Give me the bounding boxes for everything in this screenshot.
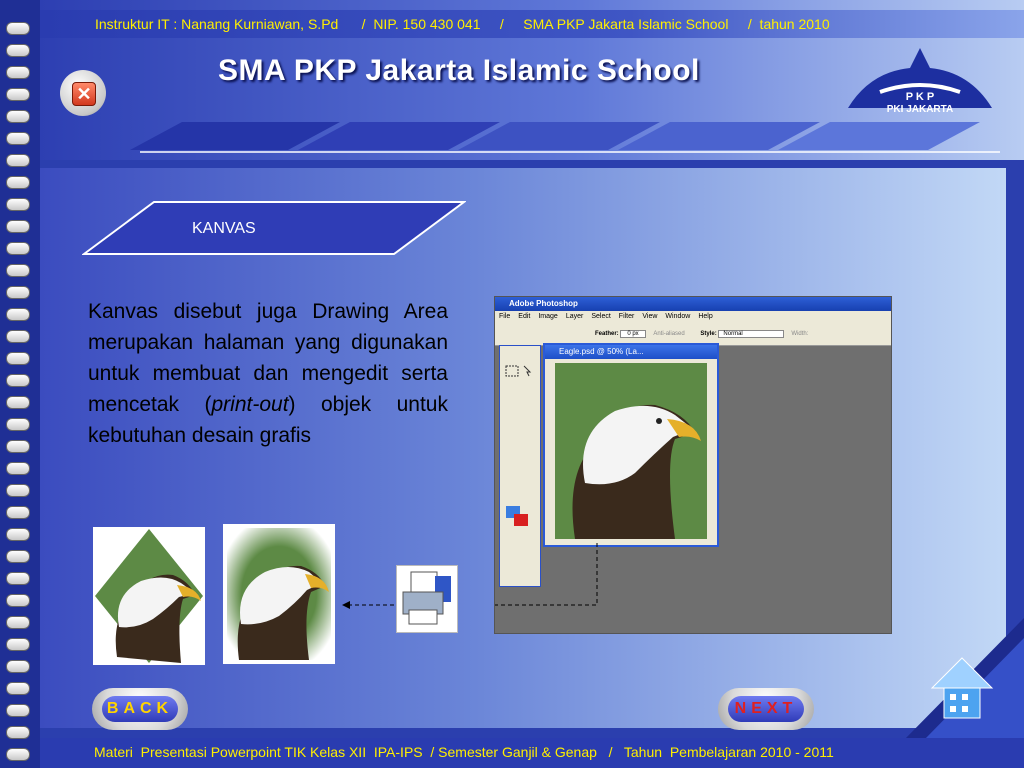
body-text-part2: ) objek untuk kebutuhan desain grafis [88, 393, 448, 447]
binder-ring [6, 308, 30, 321]
menu-filter[interactable]: Filter [618, 313, 635, 320]
style-select[interactable]: Normal [718, 330, 783, 338]
binder-ring [6, 220, 30, 233]
binder-ring [6, 440, 30, 453]
next-button-label: NEXT [728, 696, 804, 722]
instructor-info: Instruktur IT : Nanang Kurniawan, S.Pd / NIP. 150 430 041 / SMA PKP Jakarta Islamic School / tahun 2010 [95, 16, 830, 32]
binder-ring [6, 418, 30, 431]
binder-ring [6, 396, 30, 409]
binder-ring [6, 132, 30, 145]
photoshop-title: Adobe Photoshop [509, 299, 578, 308]
binder-ring [6, 198, 30, 211]
feather-input[interactable]: 0 px [620, 330, 645, 338]
ring-binder [0, 0, 40, 768]
close-icon: ✕ [72, 82, 96, 106]
section-banner [82, 200, 466, 256]
binder-ring [6, 682, 30, 695]
body-text-italic: print-out [211, 393, 289, 416]
binder-ring [6, 462, 30, 475]
printer-icon [396, 565, 458, 633]
page-title: SMA PKP Jakarta Islamic School [218, 54, 700, 87]
binder-ring [6, 704, 30, 717]
body-text [88, 296, 448, 451]
binder-ring [6, 616, 30, 629]
binder-ring [6, 352, 30, 365]
menu-file[interactable]: File [499, 313, 511, 320]
binder-ring [6, 550, 30, 563]
binder-ring [6, 748, 30, 761]
binder-ring [6, 154, 30, 167]
menu-layer[interactable]: Layer [565, 313, 584, 320]
eagle-print-thumbnail [223, 524, 335, 664]
photoshop-screenshot [494, 296, 892, 634]
binder-ring [6, 374, 30, 387]
feather-label: Feather: [595, 331, 619, 337]
back-button[interactable] [92, 688, 188, 730]
binder-ring [6, 44, 30, 57]
binder-ring [6, 286, 30, 299]
menu-select[interactable]: Select [591, 313, 611, 320]
binder-ring [6, 330, 30, 343]
body-text-part1: Kanvas disebut juga Drawing Area merupakan halaman yang digunakan untuk membuat dan mengedit serta mencetak ( [88, 300, 448, 416]
decorative-stripes [40, 118, 1024, 158]
menu-edit[interactable]: Edit [518, 313, 531, 320]
menu-view[interactable]: View [642, 313, 658, 320]
school-logo [840, 42, 1000, 114]
binder-ring [6, 638, 30, 651]
close-button[interactable] [60, 70, 106, 116]
diamond-eagle-thumbnail [93, 527, 205, 665]
antialiased-checkbox[interactable]: Anti-aliased [653, 331, 685, 337]
binder-ring [6, 572, 30, 585]
binder-ring [6, 66, 30, 79]
menu-image[interactable]: Image [538, 313, 558, 320]
binder-ring [6, 594, 30, 607]
logo-subtext: PKI JAKARTA [886, 104, 954, 114]
binder-ring [6, 506, 30, 519]
binder-ring [6, 176, 30, 189]
print-arrow [495, 297, 891, 633]
width-label: Width: [791, 331, 809, 337]
binder-ring [6, 242, 30, 255]
binder-ring [6, 264, 30, 277]
section-title: KANVAS [192, 220, 256, 237]
home-building-icon[interactable] [904, 618, 1024, 740]
binder-ring [6, 88, 30, 101]
back-button-label: BACK [102, 696, 178, 722]
binder-ring [6, 22, 30, 35]
binder-ring [6, 528, 30, 541]
binder-ring [6, 660, 30, 673]
binder-ring [6, 726, 30, 739]
document-title: Eagle.psd @ 50% (La... [559, 347, 644, 356]
next-button[interactable] [718, 688, 814, 730]
binder-ring [6, 110, 30, 123]
arrow-to-thumbnails [340, 598, 400, 612]
footer-info: Materi Presentasi Powerpoint TIK Kelas XII IPA-IPS / Semester Ganjil & Genap / Tahun Pembelajaran 2010 - 2011 [94, 744, 834, 760]
menu-window[interactable]: Window [665, 313, 691, 320]
style-label: Style: [700, 331, 717, 337]
menu-help[interactable]: Help [698, 313, 713, 320]
logo-text: P K P [905, 91, 935, 103]
binder-ring [6, 484, 30, 497]
